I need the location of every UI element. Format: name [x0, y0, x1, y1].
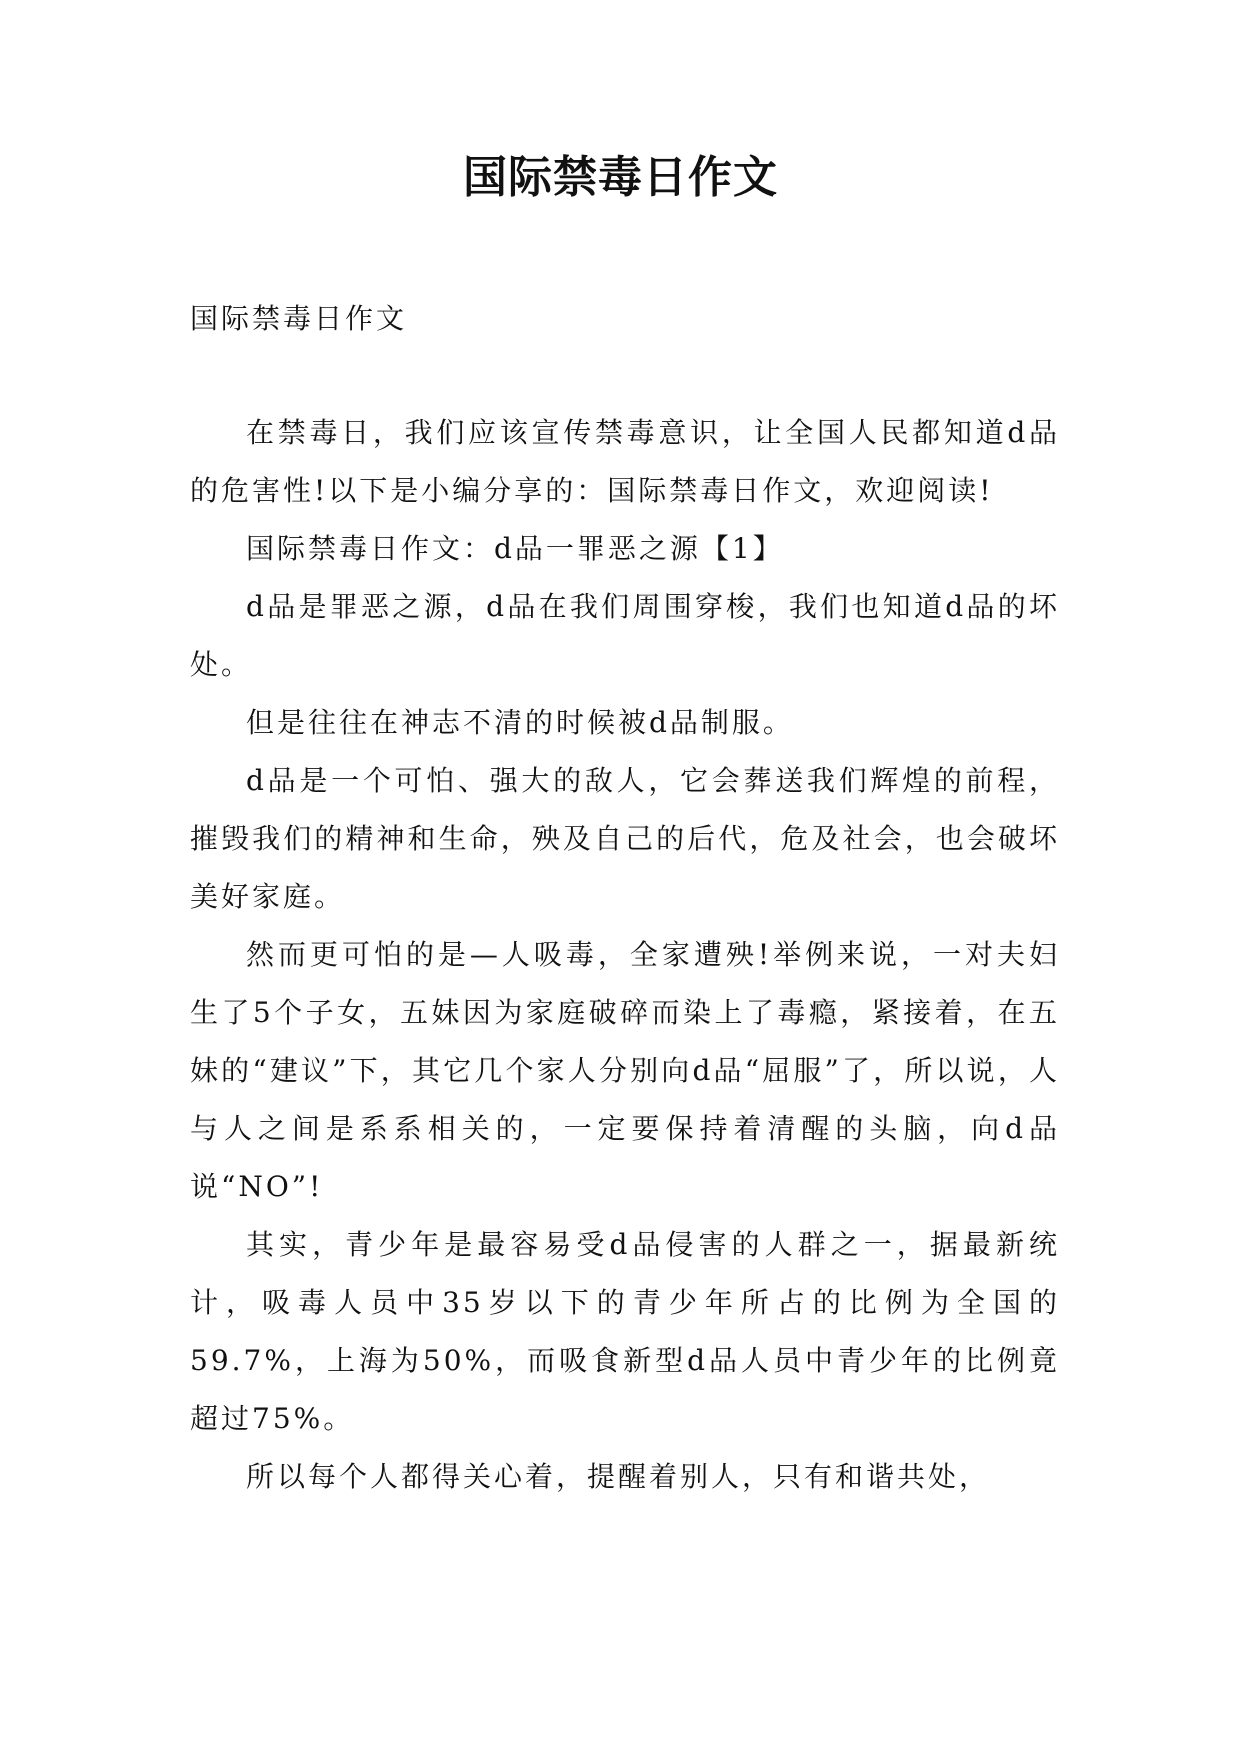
document-subtitle: 国际禁毒日作文: [190, 302, 408, 335]
section-heading: 国际禁毒日作文：d品一罪恶之源【1】: [246, 532, 784, 565]
paragraph: 其实，青少年是最容易受d品侵害的人群之一，据最新统计，吸毒人员中35岁以下的青少年所占的比例为全国的59.7%，上海为50%，而吸食新型d品人员中青少年的比例竟超过75%。: [190, 1228, 1060, 1435]
paragraph: 所以每个人都得关心着，提醒着别人，只有和谐共处，: [246, 1460, 991, 1493]
paragraph: d品是一个可怕、强大的敌人，它会葬送我们辉煌的前程，摧毁我们的精神和生命，殃及自己的后代，危及社会，也会破坏美好家庭。: [190, 764, 1060, 913]
document-body: [190, 290, 1060, 1506]
paragraph: d品是罪恶之源，d品在我们周围穿梭，我们也知道d品的坏处。: [190, 590, 1060, 681]
paragraph: 然而更可怕的是—人吸毒，全家遭殃!举例来说，一对夫妇生了5个子女，五妹因为家庭破碎而染上了毒瘾，紧接着，在五妹的“建议”下，其它几个家人分别向d品“屈服”了，所以说，人与人之间是系系相关的，一定要保持着清醒的头脑，向d品说“NO”!: [190, 938, 1060, 1203]
paragraph-intro: 在禁毒日，我们应该宣传禁毒意识，让全国人民都知道d品的危害性!以下是小编分享的：国际禁毒日作文，欢迎阅读!: [190, 416, 1060, 507]
document-title: 国际禁毒日作文: [463, 152, 778, 203]
paragraph: 但是往往在神志不清的时候被d品制服。: [246, 706, 794, 739]
